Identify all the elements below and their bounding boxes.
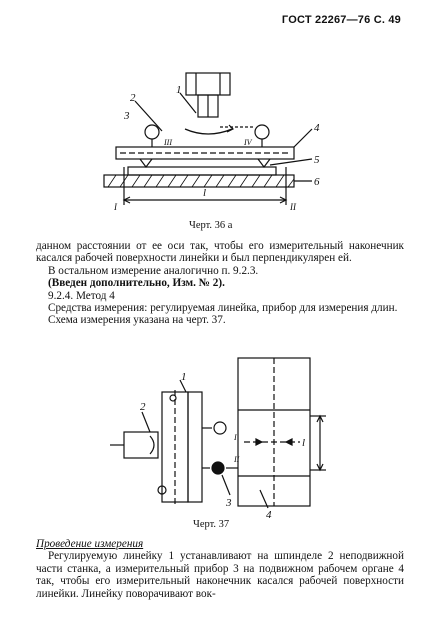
label-3: 3 <box>124 110 130 122</box>
label-IV: IV <box>244 138 252 147</box>
figure-37-caption: Черт. 37 <box>193 519 230 530</box>
figure-36a <box>0 55 427 215</box>
support-bar <box>128 167 276 175</box>
label-III: III <box>164 138 172 147</box>
label-4: 4 <box>266 509 272 520</box>
paragraph-procedure: Регулируемую линейку 1 устанавливают на шпинделе 2 неподвижной части станка, а измерительный прибор 3 на подвижном рабочем органе 4 так, чтобы его измерительный наконечник касался рабочей поверхности линейки. Линейку поворачивают вок- <box>36 550 404 600</box>
label-I: I <box>234 433 237 442</box>
dial-gauge-left <box>145 125 159 139</box>
label-2: 2 <box>140 401 146 413</box>
body-text-2 <box>36 538 404 600</box>
paragraph-amendment: (Введен дополнительно, Изм. № 2). <box>48 277 225 290</box>
subheading-procedure: Проведение измерения <box>36 538 144 550</box>
figure-36a-caption: Черт. 36 а <box>189 220 233 231</box>
label-1: 1 <box>181 371 187 383</box>
page-header: ГОСТ 22267—76 С. 49 <box>281 14 401 26</box>
label-II: II <box>234 455 240 464</box>
label-2: 2 <box>130 92 136 104</box>
label-3: 3 <box>226 497 232 509</box>
spindle-head <box>186 73 230 95</box>
label-4: 4 <box>314 122 320 134</box>
label-6: 6 <box>314 176 320 188</box>
body-text-1 <box>36 240 404 327</box>
label-l: l <box>302 437 306 449</box>
label-5: 5 <box>314 154 320 166</box>
paragraph-continuation: данном расстоянии от ее оси так, чтобы его измерительный наконечник касался рабочей поверхности линейки и был перпендикулярен ей. <box>36 240 404 265</box>
rotation-arrow <box>185 129 232 134</box>
dial-gauge-right <box>255 125 269 139</box>
dial-gauge-lower <box>212 462 224 474</box>
label-I: I <box>114 202 117 212</box>
label-II: II <box>290 202 296 212</box>
paragraph-reference: В остальном измерение аналогично п. 9.2.3. <box>48 264 259 277</box>
spindle <box>124 432 158 458</box>
section-heading-method-4: 9.2.4. Метод 4 <box>48 289 115 302</box>
dial-gauge-upper <box>214 422 226 434</box>
figure-37 <box>0 350 427 520</box>
label-1: 1 <box>176 84 182 96</box>
paragraph-scheme: Схема измерения указана на черт. 37. <box>48 314 226 327</box>
paragraph-tools: Средства измерения: регулируемая линейка, прибор для измерения длин. <box>48 302 398 315</box>
label-l: l <box>203 187 207 199</box>
